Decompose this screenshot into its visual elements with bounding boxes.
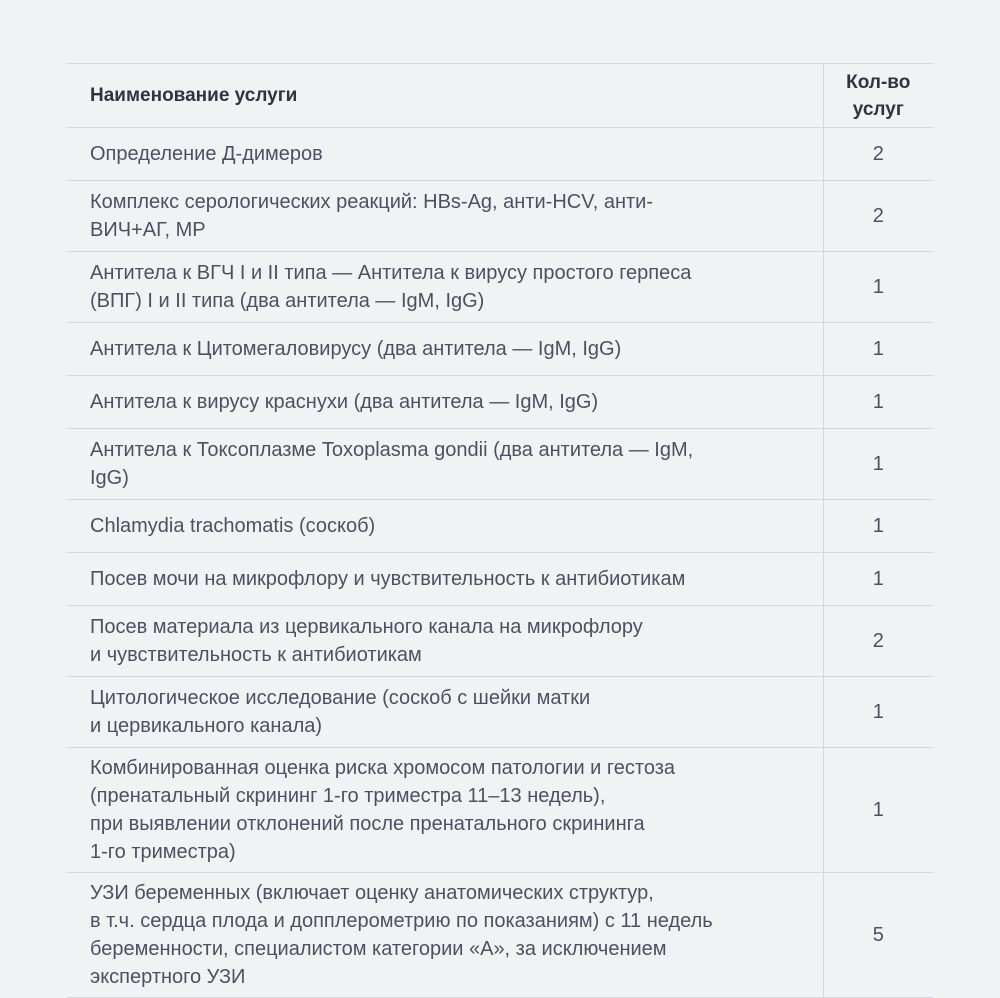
table-header-row xyxy=(67,64,933,128)
service-name-cell: Комбинированная оценка риска хромосом патологии и гестоза (пренатальный скрининг 1-го триместра 11–13 недель), при выявлении отклонений после пренатального скрининга 1-го триместра) xyxy=(67,748,823,873)
service-quantity-cell: 2 xyxy=(823,128,933,181)
service-name-cell: Chlamydia trachomatis (соскоб) xyxy=(67,500,823,553)
services-table xyxy=(67,63,933,998)
service-quantity-cell: 1 xyxy=(823,748,933,873)
service-quantity-cell: 5 xyxy=(823,873,933,998)
service-name-cell: Посев материала из цервикального канала на микрофлору и чувствительность к антибиотикам xyxy=(67,606,823,677)
service-quantity-cell: 1 xyxy=(823,500,933,553)
table-row xyxy=(67,376,933,429)
service-name-cell: Определение Д-димеров xyxy=(67,128,823,181)
table-row xyxy=(67,873,933,998)
service-quantity-cell: 1 xyxy=(823,323,933,376)
service-name-cell: Антитела к вирусу краснухи (два антитела — IgM, IgG) xyxy=(67,376,823,429)
service-quantity-cell: 2 xyxy=(823,606,933,677)
table-row xyxy=(67,500,933,553)
service-quantity-cell: 1 xyxy=(823,429,933,500)
service-name-cell: Посев мочи на микрофлору и чувствительность к антибиотикам xyxy=(67,553,823,606)
service-quantity-cell: 1 xyxy=(823,252,933,323)
table-row xyxy=(67,323,933,376)
service-quantity-cell: 2 xyxy=(823,181,933,252)
service-name-cell: Антитела к ВГЧ I и II типа — Антитела к вирусу простого герпеса (ВПГ) I и II типа (два антитела — IgM, IgG) xyxy=(67,252,823,323)
service-name-cell: Цитологическое исследование (соскоб с шейки матки и цервикального канала) xyxy=(67,677,823,748)
service-quantity-cell: 1 xyxy=(823,677,933,748)
table-row xyxy=(67,181,933,252)
column-header-quantity: Кол-во услуг xyxy=(823,64,933,128)
service-name-cell: УЗИ беременных (включает оценку анатомических структур, в т.ч. сердца плода и допплерометрию по показаниям) с 11 недель беременности, специалистом категории «А», за исключением экспертного УЗИ xyxy=(67,873,823,998)
table-row xyxy=(67,252,933,323)
table-row xyxy=(67,128,933,181)
service-name-cell: Комплекс серологических реакций: HBs-Ag, анти-HCV, анти- ВИЧ+АГ, МР xyxy=(67,181,823,252)
services-table-container xyxy=(67,63,933,998)
service-quantity-cell: 1 xyxy=(823,376,933,429)
column-header-service-name: Наименование услуги xyxy=(67,64,823,128)
table-row xyxy=(67,677,933,748)
service-name-cell: Антитела к Токсоплазме Toxoplasma gondii (два антитела — IgM, IgG) xyxy=(67,429,823,500)
table-row xyxy=(67,429,933,500)
table-row xyxy=(67,606,933,677)
service-quantity-cell: 1 xyxy=(823,553,933,606)
table-row xyxy=(67,553,933,606)
table-row xyxy=(67,748,933,873)
service-name-cell: Антитела к Цитомегаловирусу (два антитела — IgM, IgG) xyxy=(67,323,823,376)
